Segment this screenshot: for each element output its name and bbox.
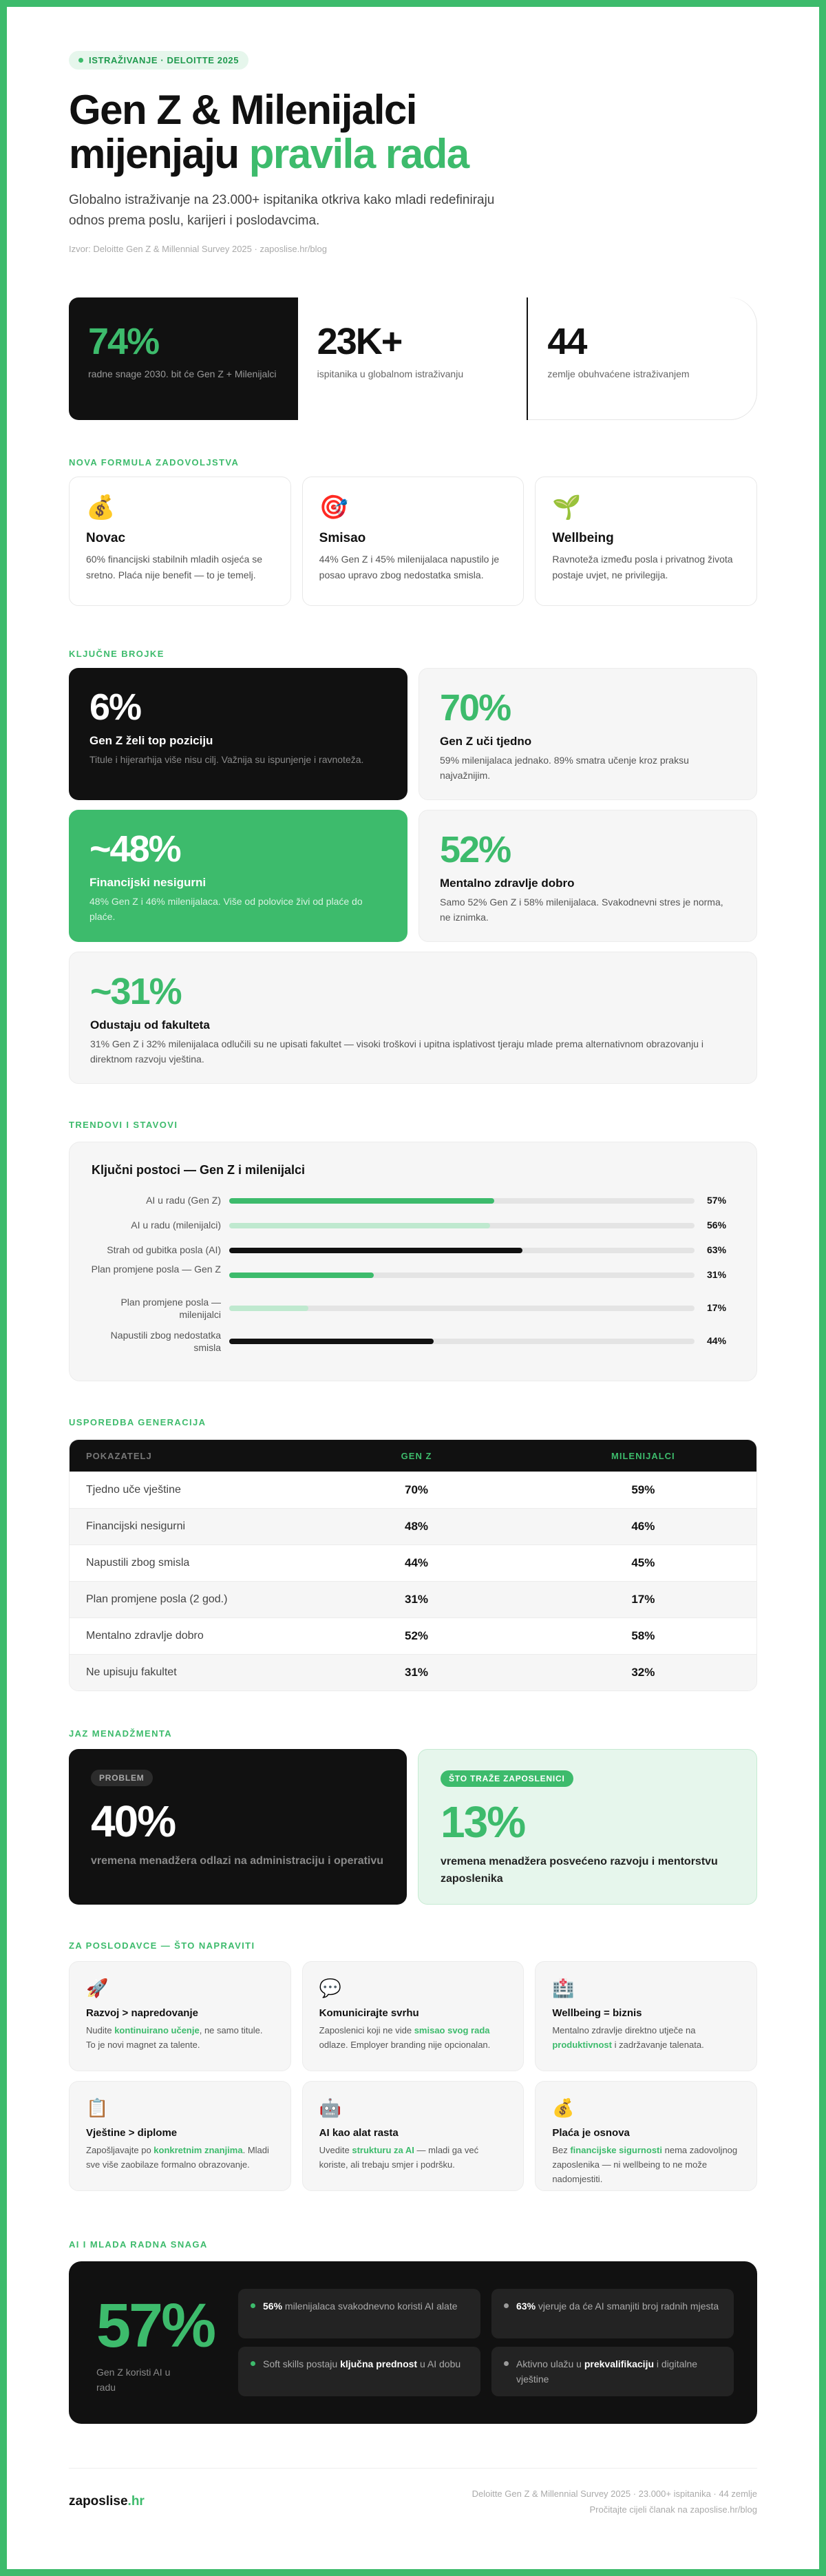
stat-number: 44 [547, 321, 586, 362]
cell-millennials: 32% [631, 1666, 655, 1679]
table-row [70, 1654, 756, 1690]
cell-genz: 44% [405, 1556, 429, 1569]
chart-title: Ključni postoci — Gen Z i milenijalci [92, 1163, 306, 1177]
key-card-college-dropout [69, 952, 757, 1084]
footer-divider [69, 2468, 757, 2469]
action-text-part: Bez [552, 2145, 571, 2155]
formula-card-wellbeing [535, 477, 757, 606]
employer-actions-grid [69, 1961, 757, 2191]
action-text-part: i zadržavanje talenata. [612, 2040, 704, 2050]
key-text: Samo 52% Gen Z i 58% milenijalaca. Svakodnevni stres je norma, ne iznimka. [440, 897, 723, 923]
chart-bar [229, 1306, 308, 1311]
chart-category-label: AI u radu (milenijalci) [131, 1219, 221, 1231]
key-text: 59% milenijalaca jednako. 89% smatra učenje kroz praksu najvažnijim. [440, 755, 689, 781]
hospital-icon: 🏥 [552, 1978, 575, 1998]
action-text-part: . Mladi sve više zaobilaze formalno obrazovanje. [86, 2145, 269, 2170]
footer-note-link[interactable]: Pročitajte cijeli članak na zaposlise.hr/blog [589, 2504, 757, 2515]
management-problem-card [69, 1749, 407, 1905]
trends-chart [69, 1142, 757, 1381]
key-number: 6% [89, 687, 141, 728]
ai-fact-text: milenijalaca svakodnevno koristi AI alate [282, 2301, 458, 2312]
formula-cards [69, 477, 757, 606]
header-genz: GEN Z [401, 1450, 432, 1461]
chart-row [70, 1330, 758, 1363]
ai-fact-text: vjeruje da će AI smanjiti broj radnih mjesta [536, 2301, 719, 2312]
cell-millennials: 17% [631, 1593, 655, 1606]
chart-category-label: AI u radu (Gen Z) [146, 1195, 221, 1206]
chart-category-label: Plan promjene posla — milenijalci [120, 1297, 221, 1320]
section-label-trends: TRENDOVI I STAVOVI [69, 1120, 178, 1130]
key-number: ~31% [90, 971, 181, 1012]
ai-fact-text: i digitalne vještine [516, 2358, 698, 2385]
section-label-key: KLJUČNE BROJKE [69, 649, 165, 659]
ai-fact-highlight: ključna prednost [340, 2358, 418, 2369]
table-row [70, 1472, 756, 1508]
stats-row [69, 297, 757, 420]
table-row [70, 1617, 756, 1654]
chart-bar-track [229, 1306, 695, 1311]
chart-row [70, 1219, 758, 1247]
ai-fact [238, 2289, 480, 2338]
action-text-highlight: produktivnost [552, 2040, 612, 2050]
comparison-table [69, 1439, 757, 1691]
formula-card-money [69, 477, 291, 606]
key-number: 70% [440, 687, 511, 729]
action-text [552, 2023, 740, 2052]
chart-category-label: Strah od gubitka posla (AI) [107, 1244, 221, 1255]
rocket-icon: 🚀 [86, 1978, 109, 1998]
header-millennials: MILENIJALCI [611, 1450, 675, 1461]
action-text-highlight: smisao svog rada [414, 2025, 490, 2035]
title-line2-accent: pravila rada [248, 131, 469, 177]
cell-indicator: Financijski nesigurni [86, 1520, 186, 1532]
page-title [69, 88, 688, 176]
logo-tld: .hr [127, 2494, 145, 2509]
chart-row [70, 1195, 758, 1222]
action-title: Wellbeing = biznis [552, 2007, 642, 2019]
bullet-dot-icon [504, 2303, 509, 2308]
card-title: Wellbeing [552, 531, 614, 545]
cell-genz: 31% [405, 1593, 429, 1606]
logo-main: zaposlise [69, 2494, 128, 2509]
action-text-highlight: strukturu za AI [352, 2145, 414, 2155]
chart-value-label: 63% [707, 1244, 727, 1255]
target-icon: 🎯 [319, 494, 349, 521]
chart-bar [229, 1223, 490, 1228]
stat-number: 74% [88, 321, 159, 362]
footer-note-source: Deloitte Gen Z & Millennial Survey 2025 · 23.000+ ispitanika · 44 zemlje [472, 2489, 757, 2499]
money-bag-icon: 💰 [552, 2097, 575, 2118]
action-text-part: Zaposlenici koji ne vide [319, 2025, 414, 2035]
stat-number: 23K+ [317, 321, 402, 362]
chart-bar-track [229, 1273, 695, 1278]
stat-respondents [298, 297, 529, 420]
key-title: Odustaju od fakulteta [90, 1018, 210, 1032]
chart-value-label: 17% [707, 1302, 727, 1313]
action-card [535, 1961, 757, 2071]
stat-label: radne snage 2030. bit će Gen Z + Milenijalci [88, 368, 277, 379]
section-label-management: JAZ MENADŽMENTA [69, 1728, 173, 1739]
title-line2-plain: mijenjaju [69, 131, 249, 177]
chart-value-label: 31% [707, 1269, 727, 1280]
cell-millennials: 58% [631, 1629, 655, 1642]
section-label-compare: USPOREDBA GENERACIJA [69, 1417, 206, 1427]
action-text [86, 2143, 274, 2172]
cell-indicator: Mentalno zdravlje dobro [86, 1630, 204, 1642]
chart-bar [229, 1198, 494, 1204]
bullet-dot-icon [504, 2361, 509, 2366]
key-title: Gen Z uči tjedno [440, 735, 532, 748]
card-text: 44% Gen Z i 45% milenijalaca napustilo je posao upravo zbog nedostatka smisla. [319, 554, 500, 580]
action-text [319, 2023, 507, 2052]
chart-category-label: Plan promjene posla — Gen Z [91, 1264, 221, 1275]
chart-bar [229, 1248, 522, 1253]
badge-text: ISTRAŽIVANJE · DELOITTE 2025 [89, 55, 240, 65]
ai-big-number: 57% [96, 2292, 215, 2360]
section-label-formula: NOVA FORMULA ZADOVOLJSTVA [69, 457, 240, 468]
chart-row [70, 1264, 758, 1297]
ai-big-label: Gen Z koristi AI u radu [96, 2367, 171, 2393]
seedling-icon: 🌱 [552, 494, 582, 521]
chart-value-label: 57% [707, 1195, 727, 1206]
ai-fact-highlight: 63% [516, 2301, 536, 2312]
cell-millennials: 45% [631, 1556, 655, 1569]
key-title: Financijski nesigurni [89, 876, 206, 889]
action-text-part: Zapošljavajte po [86, 2145, 154, 2155]
action-text-highlight: konkretnim znanjima [153, 2145, 243, 2155]
ai-panel [69, 2261, 757, 2424]
action-text-highlight: kontinuirano učenje [114, 2025, 200, 2035]
action-text-part: nema zadovoljnog zaposlenika — ni wellbeing to ne može nadomjestiti. [552, 2145, 738, 2184]
ai-fact-highlight: 56% [263, 2301, 283, 2312]
footer-note [379, 2486, 757, 2517]
cell-genz: 70% [405, 1483, 429, 1496]
bullet-dot-icon [251, 2361, 255, 2366]
key-text: 31% Gen Z i 32% milenijalaca odlučili su ne upisati fakultet — visoki troškovi i upitna isplativost tjeraju mlade prema alternativnom obrazovanju i direktnom razvoju vještina. [90, 1038, 703, 1065]
table-row [70, 1581, 756, 1617]
chart-value-label: 56% [707, 1219, 727, 1231]
survey-badge [69, 51, 248, 70]
key-number: 52% [440, 829, 511, 870]
action-text-part: odlaze. Employer branding nije opcionalan. [319, 2040, 491, 2050]
card-text: Ravnoteža između posla i privatnog života postaje uvjet, ne privilegija. [552, 554, 733, 580]
action-text [319, 2143, 507, 2172]
cell-genz: 31% [405, 1666, 429, 1679]
key-card-financial-insecurity [69, 810, 407, 942]
cell-genz: 48% [405, 1520, 429, 1533]
chart-bar-track [229, 1198, 695, 1204]
action-text-part: — mladi ga već koriste, ali trebaju smjer i podršku. [319, 2145, 479, 2170]
key-title: Gen Z želi top poziciju [89, 734, 213, 747]
action-card [535, 2081, 757, 2191]
action-title: AI kao alat rasta [319, 2127, 399, 2139]
key-card-mental-health [419, 810, 757, 942]
action-text-highlight: financijske sigurnosti [570, 2145, 662, 2155]
chart-bar [229, 1339, 434, 1344]
action-title: Plaća je osnova [552, 2127, 630, 2139]
stat-workforce [69, 297, 298, 420]
header-indicator: POKAZATELJ [86, 1450, 152, 1461]
management-gap [69, 1749, 757, 1905]
cell-millennials: 46% [631, 1520, 655, 1533]
source-note: Izvor: Deloitte Gen Z & Millennial Survey 2025 · zaposlise.hr/blog [69, 244, 328, 254]
action-card [302, 2081, 525, 2191]
stat-countries [528, 297, 757, 420]
action-text-part: Nudite [86, 2025, 115, 2035]
ai-fact [238, 2347, 480, 2396]
section-label-actions: ZA POSLODAVCE — ŠTO NAPRAVITI [69, 1940, 255, 1951]
ai-fact-text: u AI dobu [417, 2358, 461, 2369]
ai-fact [491, 2347, 734, 2396]
action-title: Razvoj > napredovanje [86, 2007, 198, 2019]
action-card [302, 1961, 525, 2071]
table-row [70, 1544, 756, 1581]
action-card [69, 1961, 291, 2071]
problem-text: vremena menadžera odlazi na administraciju i operativu [91, 1855, 384, 1867]
ai-fact-highlight: prekvalifikaciju [584, 2358, 655, 2369]
key-card-top-position [69, 668, 407, 800]
cell-millennials: 59% [631, 1483, 655, 1496]
table-body [70, 1472, 756, 1690]
chart-row [70, 1297, 758, 1330]
bullet-dot-icon [251, 2303, 255, 2308]
action-title: Vještine > diplome [86, 2127, 178, 2139]
stat-label: zemlje obuhvaćene istraživanjem [547, 368, 690, 379]
cell-indicator: Ne upisuju fakultet [86, 1666, 177, 1678]
management-wanted-card [418, 1749, 757, 1905]
ai-fact [491, 2289, 734, 2338]
section-label-ai: AI I MLADA RADNA SNAGA [69, 2239, 208, 2250]
speech-bubble-icon: 💬 [319, 1978, 342, 1998]
key-number: ~48% [89, 828, 180, 870]
clipboard-icon: 📋 [86, 2097, 109, 2118]
key-card-weekly-learning [419, 668, 757, 800]
action-text [552, 2143, 740, 2186]
problem-number: 40% [91, 1797, 176, 1846]
chart-bar [229, 1273, 374, 1278]
chart-category-label: Napustili zbog nedostatka smisla [110, 1330, 221, 1353]
wanted-pill: ŠTO TRAŽE ZAPOSLENICI [441, 1770, 573, 1787]
robot-icon: 🤖 [319, 2097, 342, 2118]
infographic-page [7, 7, 819, 2569]
money-bag-icon: 💰 [86, 494, 116, 521]
card-title: Novac [86, 531, 126, 545]
action-text [86, 2023, 274, 2052]
table-header [70, 1440, 756, 1472]
brand-logo[interactable] [69, 2494, 145, 2509]
cell-indicator: Napustili zbog smisla [86, 1557, 190, 1569]
ai-fact-text: Soft skills postaju [263, 2358, 341, 2369]
key-text: 48% Gen Z i 46% milenijalaca. Više od polovice živi od plaće do plaće. [89, 896, 363, 922]
card-text: 60% financijski stabilnih mladih osjeća se sretno. Plaća nije benefit — to je temelj. [86, 554, 263, 580]
cell-indicator: Plan promjene posla (2 god.) [86, 1593, 228, 1605]
chart-bar-track [229, 1339, 695, 1344]
action-text-part: Mentalno zdravlje direktno utječe na [552, 2025, 696, 2035]
chart-value-label: 44% [707, 1335, 727, 1346]
stat-label: ispitanika u globalnom istraživanju [317, 368, 464, 379]
formula-card-meaning [302, 477, 525, 606]
table-row [70, 1508, 756, 1544]
ai-fact-text: Aktivno ulažu u [516, 2358, 584, 2369]
key-text: Titule i hijerarhija više nisu cilj. Važnija su ispunjenje i ravnoteža. [89, 754, 364, 765]
action-text-part: Uvedite [319, 2145, 352, 2155]
card-title: Smisao [319, 531, 366, 545]
key-title: Mentalno zdravlje dobro [440, 877, 575, 890]
cell-indicator: Tjedno uče vještine [86, 1484, 181, 1496]
chart-bar-track [229, 1248, 695, 1253]
action-title: Komunicirajte svrhu [319, 2007, 419, 2019]
action-text-part: , ne samo titule. To je novi magnet za talente. [86, 2025, 263, 2050]
cell-genz: 52% [405, 1629, 429, 1642]
lead-paragraph: Globalno istraživanje na 23.000+ ispitanika otkriva kako mladi redefiniraju odnos prema poslu, karijeri i poslodavcima. [69, 193, 495, 228]
action-card [69, 2081, 291, 2191]
problem-pill: PROBLEM [91, 1770, 153, 1786]
badge-dot-icon [78, 58, 83, 63]
wanted-number: 13% [441, 1797, 525, 1847]
title-line1: Gen Z & Milenijalci [69, 87, 416, 133]
chart-bar-track [229, 1223, 695, 1228]
wanted-text: vremena menadžera posvećeno razvoju i mentorstvu zaposlenika [441, 1856, 718, 1885]
